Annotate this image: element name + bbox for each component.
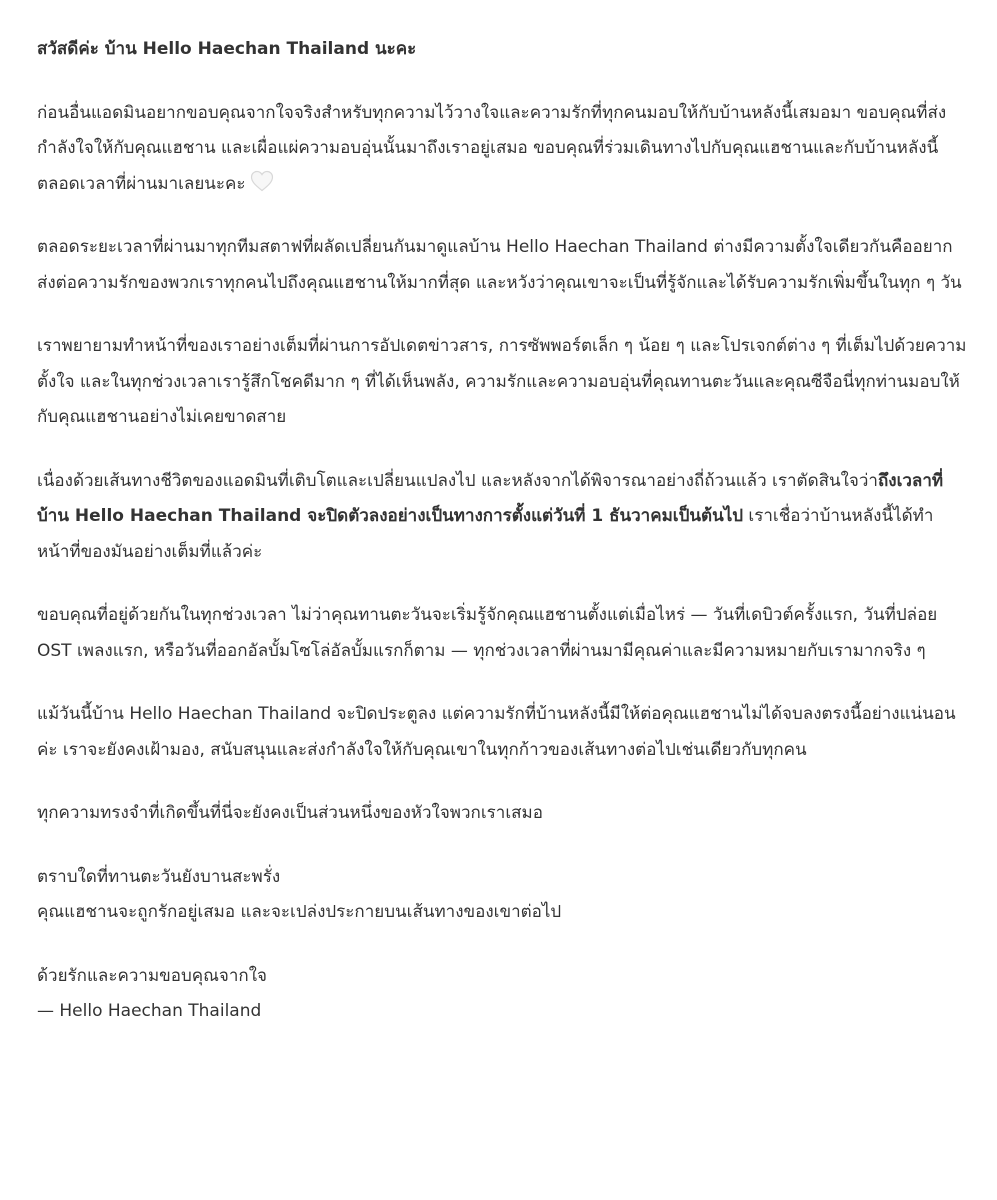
- signoff-line-1: ด้วยรักและความขอบคุณจากใจ: [37, 965, 267, 986]
- signoff: [37, 959, 967, 1030]
- announcement-start: เนื่องด้วยเส้นทางชีวิตของแอดมินที่เติบโตและเปลี่ยนแปลงไป และหลังจากได้พิจารณาอย่างถี่ถ้วนแล้ว เราตัดสินใจว่า: [37, 470, 878, 491]
- letter-document: [37, 32, 967, 1058]
- paragraph-staff: ตลอดระยะเวลาที่ผ่านมาทุกทีมสตาฟที่ผลัดเปลี่ยนกันมาดูแลบ้าน Hello Haechan Thailand ต่างมีความตั้งใจเดียวกันคืออยากส่งต่อความรักของพวกเราทุกคนไปถึงคุณแฮชานให้มากที่สุด และหวังว่าคุณเขาจะเป็นที่รู้จักและได้รับความรักเพิ่มขึ้นในทุก ๆ วัน: [37, 237, 962, 293]
- paragraph-thanks-text: ก่อนอื่นแอดมินอยากขอบคุณจากใจจริงสำหรับทุกความไว้วางใจและความรักที่ทุกคนมอบให้กับบ้านหลังนี้เสมอมา ขอบคุณที่ส่งกำลังใจให้กับคุณแฮชาน และเผื่อแผ่ความอบอุ่นนั้นมาถึงเราอยู่เสมอ ขอบคุณที่ร่วมเดินทางไปกับคุณแฮชานและกับบ้านหลังนี้ตลอดเวลาที่ผ่านมาเลยนะคะ: [37, 102, 947, 194]
- signoff-line-2: — Hello Haechan Thailand: [37, 1001, 262, 1021]
- paragraph-gratitude: ขอบคุณที่อยู่ด้วยกันในทุกช่วงเวลา ไม่ว่าคุณทานตะวันจะเริ่มรู้จักคุณแฮชานตั้งแต่เมื่อไหร่ — วันที่เดบิวต์ครั้งแรก, วันที่ปล่อย OST เพลงแรก, หรือวันที่ออกอัลบั้มโซโล่อัลบั้มแรกก็ตาม — ทุกช่วงเวลาที่ผ่านมามีคุณค่าและมีความหมายกับเรามากจริง ๆ: [37, 605, 938, 661]
- paragraph-thanks: [37, 96, 967, 203]
- paragraph-efforts: เราพยายามทำหน้าที่ของเราอย่างเต็มที่ผ่านการอัปเดตข่าวสาร, การซัพพอร์ตเล็ก ๆ น้อย ๆ และโปรเจกต์ต่าง ๆ ที่เต็มไปด้วยความตั้งใจ และในทุกช่วงเวลาเรารู้สึกโชคดีมาก ๆ ที่ได้เห็นพลัง, ความรักและความอบอุ่นที่คุณทานตะวันและคุณซีจือนี่ทุกท่านมอบให้กับคุณแฮชานอย่างไม่เคยขาดสาย: [37, 336, 967, 427]
- greeting-prefix: สวัสดีค่ะ บ้าน: [37, 39, 143, 59]
- paragraph-closing-announcement: [37, 464, 967, 571]
- announcement-highlight: ถึงเวลาที่บ้าน Hello Haechan Thailand จะปิดตัวลงอย่างเป็นทางการตั้งแต่วันที่ 1 ธันวาคมเป็นต้นไป: [37, 470, 944, 526]
- white-heart-icon: [250, 170, 274, 192]
- greeting: [37, 32, 967, 68]
- greeting-name: Hello Haechan Thailand: [142, 39, 370, 59]
- greeting-suffix: นะคะ: [369, 39, 417, 59]
- sunflower-line-1: ตราบใดที่ทานตะวันยังบานสะพรั่ง: [37, 866, 281, 887]
- paragraph-sunflower: [37, 860, 967, 931]
- announcement-end: เราเชื่อว่าบ้านหลังนี้ได้ทำหน้าที่ของมันอย่างเต็มที่แล้วค่ะ: [37, 506, 934, 562]
- sunflower-line-2: คุณแฮชานจะถูกรักอยู่เสมอ และจะเปล่งประกายบนเส้นทางของเขาต่อไป: [37, 902, 562, 922]
- paragraph-memories: ทุกความทรงจำที่เกิดขึ้นที่นี่จะยังคงเป็นส่วนหนึ่งของหัวใจพวกเราเสมอ: [37, 803, 543, 823]
- paragraph-continuing-love: แม้วันนี้บ้าน Hello Haechan Thailand จะปิดประตูลง แต่ความรักที่บ้านหลังนี้มีให้ต่อคุณแฮชานไม่ได้จบลงตรงนี้อย่างแน่นอนค่ะ เราจะยังคงเฝ้ามอง, สนับสนุนและส่งกำลังใจให้กับคุณเขาในทุกก้าวของเส้นทางต่อไปเช่นเดียวกับทุกคน: [37, 704, 956, 760]
